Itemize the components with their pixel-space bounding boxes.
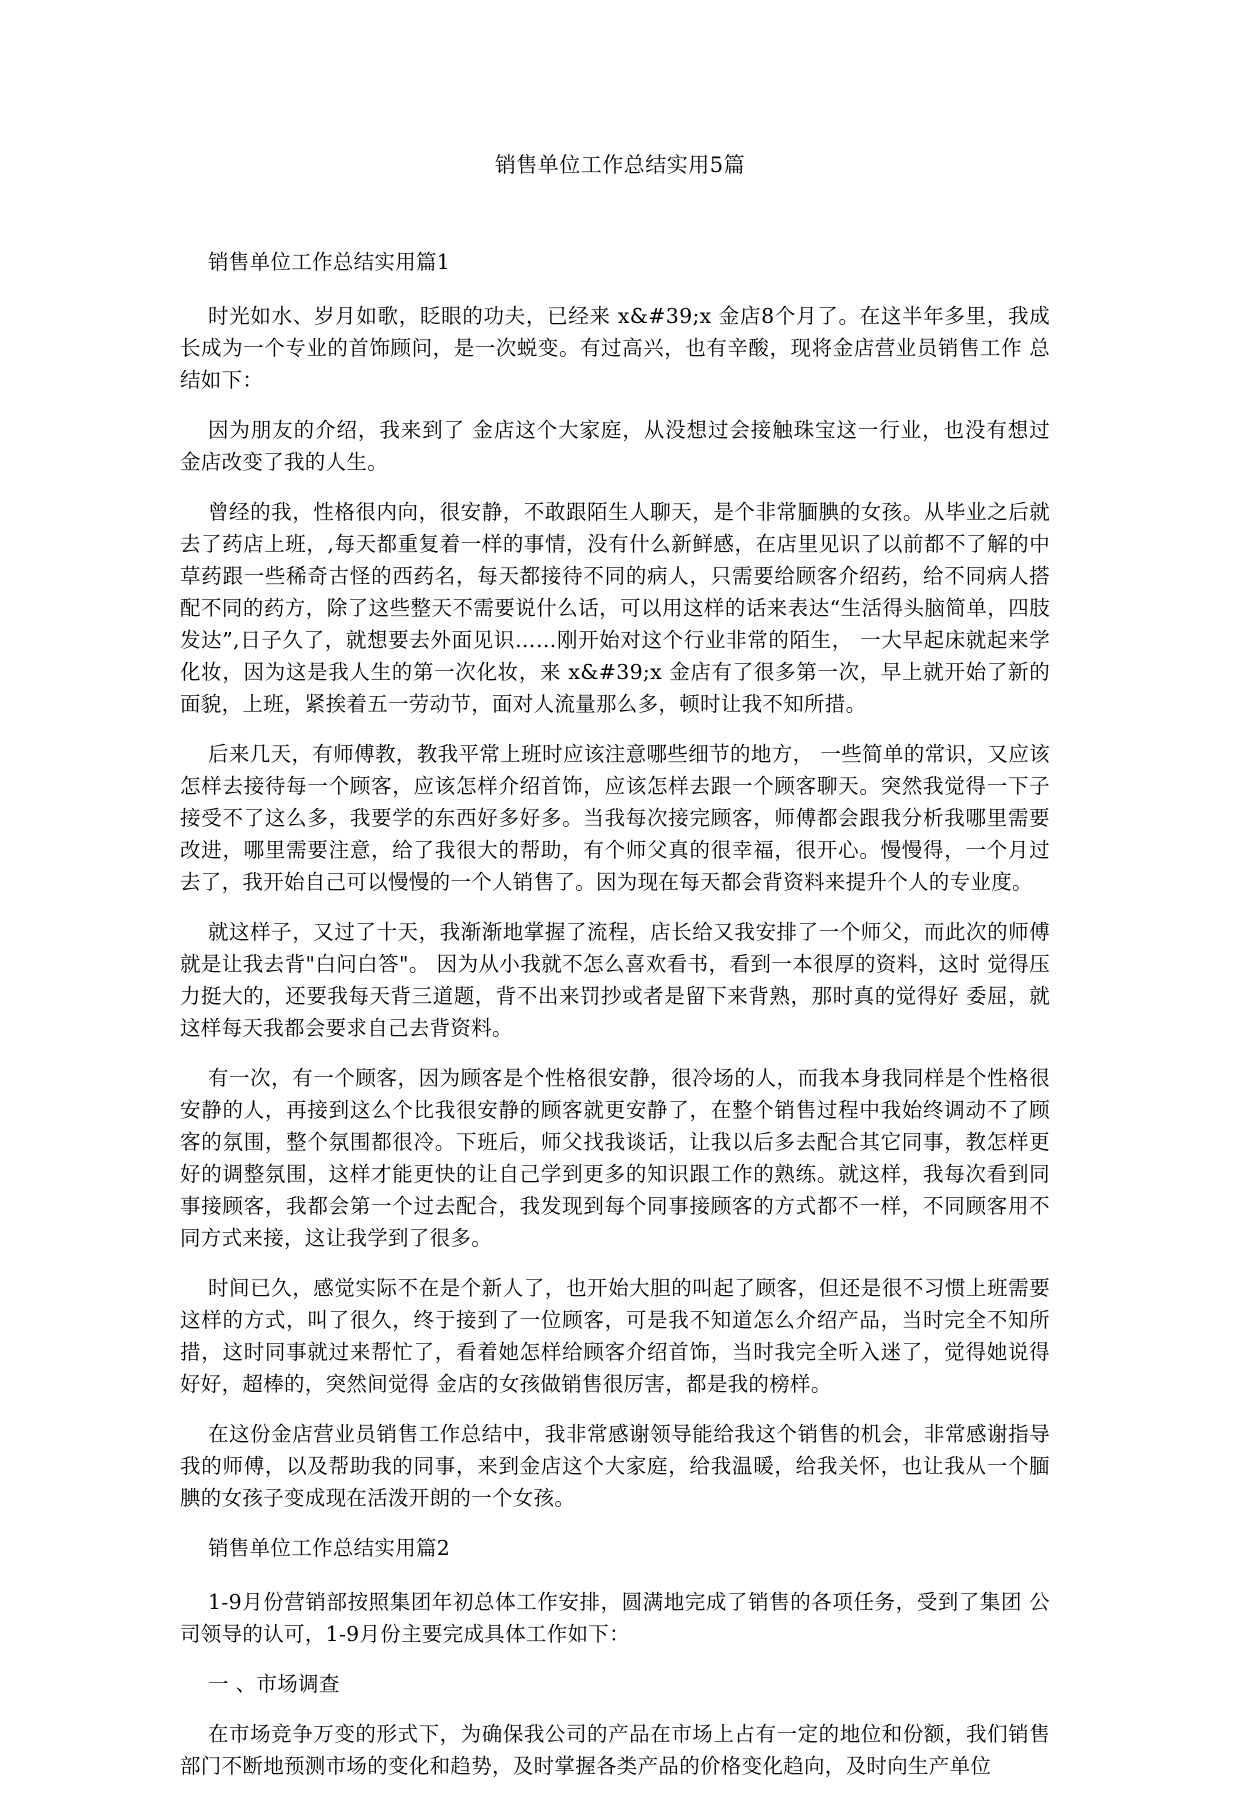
paragraph: 因为朋友的介绍，我来到了 金店这个大家庭，从没想过会接触珠宝这一行业，也没有想过 金店改变了我的人生。: [180, 418, 1050, 474]
sub-heading-market-survey: 一 、市场调查: [208, 1672, 340, 1696]
section-heading-2: 销售单位工作总结实用篇2: [208, 1536, 451, 1560]
section-heading-1: 销售单位工作总结实用篇1: [208, 250, 451, 274]
paragraph: 有一次，有一个顾客，因为顾客是个性格很安静，很冷场的人，而我本身我同样是个性格很安静的人，再接到这么个比我很安静的顾客就更安静了，在整个销售过程中我始终调动不了顾客的氛围，整个氛围都很冷。下班后，师父找我谈话，让我以后多去配合其它同事，教怎样更好的调整氛围，这样才能更快的让自己学到更多的知识跟工作的熟练。就这样，我每次看到同事接顾客，我都会第一个过去配合，我发现到每个同事接顾客的方式都不一样，不同顾客用不同方式来接，这让我学到了很多。: [180, 1066, 1050, 1250]
paragraph: 1-9月份营销部按照集团年初总体工作安排，圆满地完成了销售的各项任务，受到了集团 公司领导的认可，1-9月份主要完成具体工作如下：: [180, 1590, 1050, 1646]
paragraph: 在市场竞争万变的形式下，为确保我公司的产品在市场上占有一定的地位和份额，我们销售部门不断地预测市场的变化和趋势，及时掌握各类产品的价格变化趋向，及时向生产单位: [180, 1722, 1050, 1778]
paragraph: 时间已久，感觉实际不在是个新人了，也开始大胆的叫起了顾客，但还是很不习惯上班需要这样的方式，叫了很久，终于接到了一位顾客，可是我不知道怎么介绍产品，当时完全不知所措，这时同事就过来帮忙了，看着她怎样给顾客介绍首饰，当时我完全听入迷了，觉得她说得好好，超棒的，突然间觉得 金店的女孩做销售很厉害，都是我的榜样。: [180, 1276, 1050, 1396]
paragraph: 曾经的我，性格很内向，很安静，不敢跟陌生人聊天，是个非常腼腆的女孩。从毕业之后就去了药店上班，,每天都重复着一样的事情，没有什么新鲜感，在店里见识了以前都不了解的中草药跟一些稀奇古怪的西药名，每天都接待不同的病人，只需要给顾客介绍药，给不同病人搭配不同的药方，除了这些整天不需要说什么话，可以用这样的话来表达“生活得头脑简单，四肢发达”,日子久了，就想要去外面见识……刚开始对这个行业非常的陌生， 一大早起床就起来学化妆，因为这是我人生的第一次化妆，来 x&#39;x 金店有了很多第一次，早上就开始了新的面貌，上班，紧挨着五一劳动节，面对人流量那么多，顿时让我不知所措。: [180, 500, 1050, 716]
document-body: [180, 246, 1050, 1800]
paragraph: 就这样子，又过了十天，我渐渐地掌握了流程，店长给又我安排了一个师父，而此次的师傅就是让我去背"白问白答"。 因为从小我就不怎么喜欢看书，看到一本很厚的资料，这时 觉得压力挺大的，还要我每天背三道题，背不出来罚抄或者是留下来背熟，那时真的觉得好 委屈，就这样每天我都会要求自己去背资料。: [180, 920, 1050, 1040]
document-title: 销售单位工作总结实用5篇: [494, 153, 746, 177]
paragraph: 时光如水、岁月如歌，眨眼的功夫，已经来 x&#39;x 金店8个月了。在这半年多里，我成 长成为一个专业的首饰顾问，是一次蜕变。有过高兴，也有辛酸，现将金店营业员销售工作 总结如下：: [180, 304, 1050, 392]
paragraph: 在这份金店营业员销售工作总结中，我非常感谢领导能给我这个销售的机会，非常感谢指导我的师傅，以及帮助我的同事，来到金店这个大家庭，给我温暖，给我关怀，也让我从一个腼腆的女孩子变成现在活泼开朗的一个女孩。: [180, 1422, 1050, 1510]
paragraph: 后来几天，有师傅教，教我平常上班时应该注意哪些细节的地方， 一些简单的常识，又应该怎样去接待每一个顾客，应该怎样介绍首饰，应该怎样去跟一个顾客聊天。突然我觉得一下子接受不了这么多，我要学的东西好多好多。当我每次接完顾客，师傅都会跟我分析我哪里需要改进，哪里需要注意，给了我很大的帮助，有个师父真的很幸福，很开心。慢慢得，一个月过去了，我开始自己可以慢慢的一个人销售了。因为现在每天都会背资料来提升个人的专业度。: [180, 742, 1050, 894]
